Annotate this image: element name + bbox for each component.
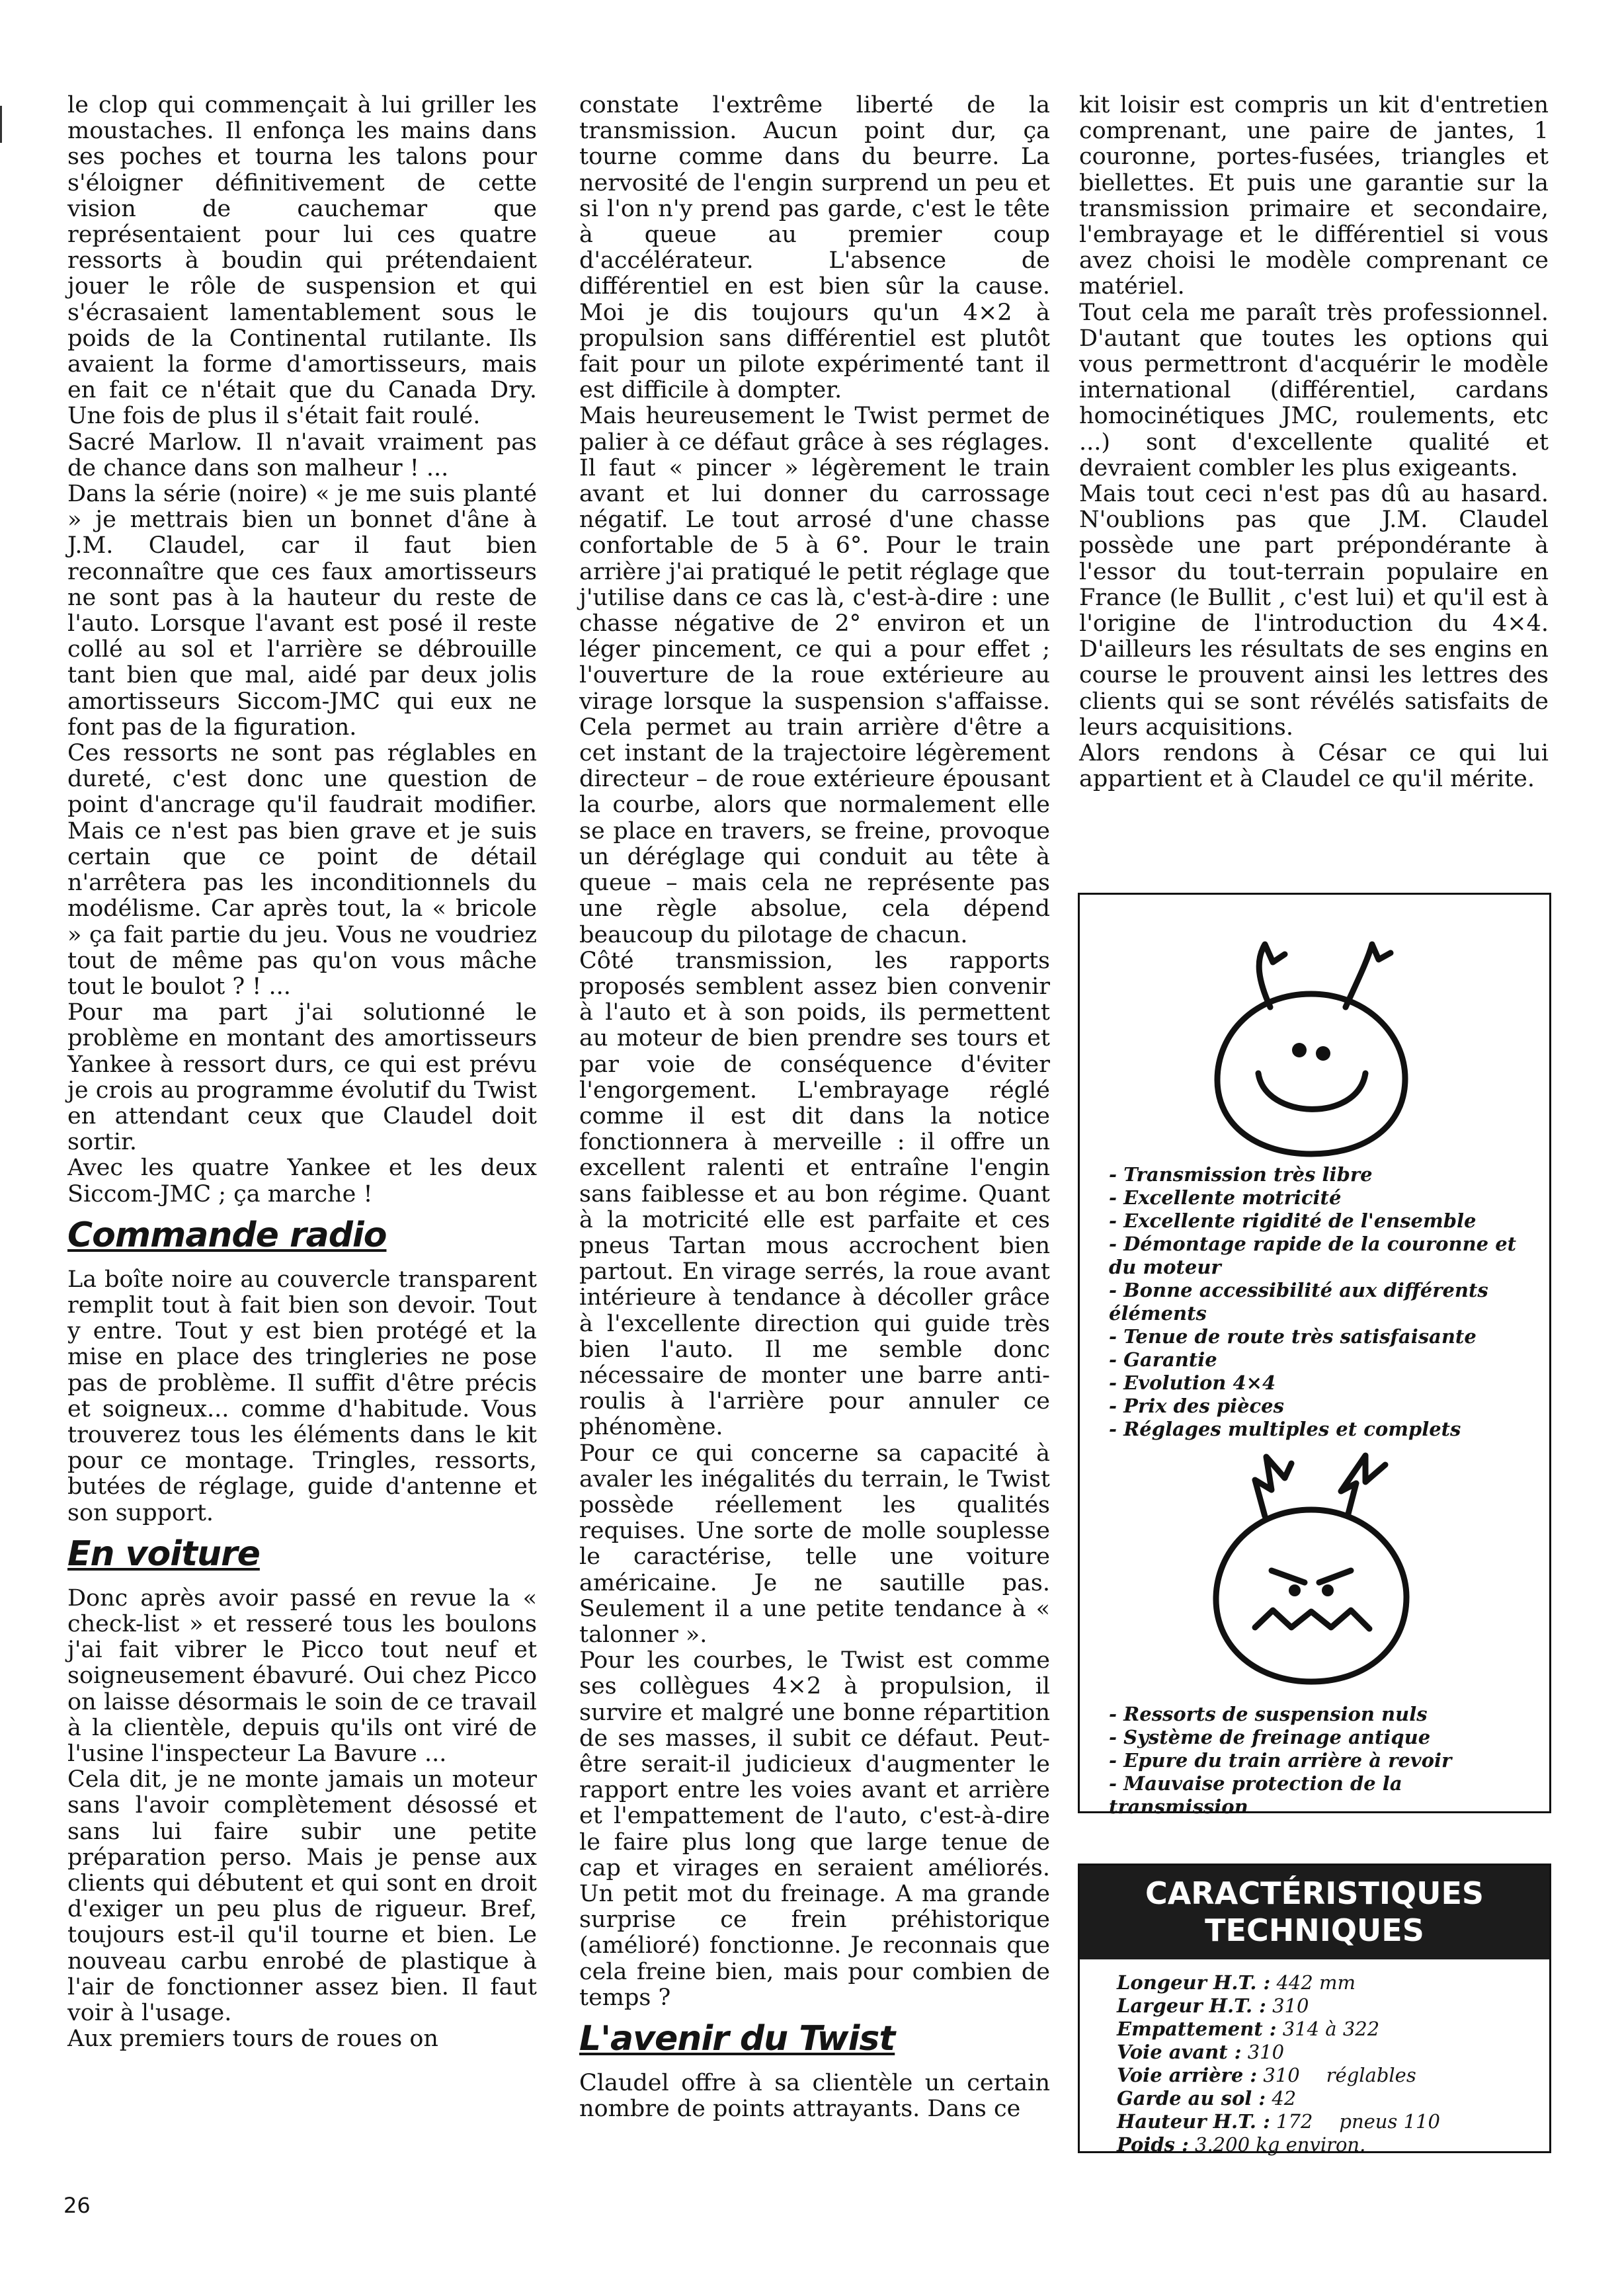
list-item: - Excellente motricité: [1109, 1186, 1540, 1210]
spec-row: [1117, 2064, 1549, 2087]
spec-value: 3.200 kg environ.: [1195, 2133, 1366, 2156]
paragraph: Alors rendons à César ce qui lui appartient et à Claudel ce qu'il mérite.: [1079, 740, 1549, 793]
list-item: - Garantie: [1109, 1348, 1540, 1372]
list-item: - Ressorts de suspension nuls: [1109, 1703, 1540, 1726]
paragraph: Ces ressorts ne sont pas réglables en dureté, c'est donc une question de point d'ancrage qu'il faudrait modifier. Mais ce n'est pas bien grave et je suis certain que ce point de détail n'arrêtera pas les inconditionnels du modélisme. Car après tout, la « bricole » ça fait partie du jeu. Vous ne voudriez tout de même pas qu'on vous mâche tout le boulot ? ! ...: [67, 740, 537, 1000]
paragraph: Dans la série (noire) « je me suis planté » je mettrais bien un bonnet d'âne à J.M. Claudel, car il faut bien reconnaître que ces faux amortisseurs ne sont pas à la hauteur du reste de l'auto. Lorsque l'avant est posé il reste collé au sol et l'arrière se débrouille tant bien que mal, aidé par deux jolis amortisseurs Siccom-JMC qui eux ne font pas de la figuration.: [67, 481, 537, 741]
paragraph: Pour les courbes, le Twist est comme ses collègues 4×2 à propulsion, il survire et malgré une bonne répartition de ses masses, il subit ce défaut. Peut-être serait-il judicieux d'augmenter le rapport entre les voies avant et arrière et l'empattement de l'auto, c'est-à-dire le faire plus long que large tenue de cap et virages en seraient améliorés. Un petit mot du freinage. A ma grande surprise ce frein préhistorique (amélioré) fonctionne. Je reconnais que cela freine bien, mais pour combien de temps ?: [579, 1647, 1050, 2011]
paragraph: kit loisir est compris un kit d'entretien comprenant, une paire de jantes, 1 couronne, portes-fusées, triangles et biellettes. Et puis une garantie sur la transmission primaire et secondaire, l'embrayage et le différentiel si vous avez choisi le modèle comprenant ce matériel.: [1079, 92, 1549, 300]
list-item: - Bonne accessibilité aux différents éléments: [1109, 1279, 1540, 1325]
spec-extra: réglables: [1326, 2064, 1416, 2086]
spec-label: Voie avant :: [1117, 2041, 1242, 2063]
article-column-2: [579, 93, 1050, 2122]
section-heading-en-voiture: En voiture: [67, 1534, 260, 1574]
list-item: - Tenue de route très satisfaisante: [1109, 1325, 1540, 1348]
paragraph: Pour ma part j'ai solutionné le problème en montant des amortisseurs Yankee à ressort durs, ce qui est prévu je crois au programme évolutif du Twist en attendant ceux que Claudel doit sortir.: [67, 999, 537, 1156]
paragraph: Cela dit, je ne monte jamais un moteur sans l'avoir complètement désossé et sans lui faire subir une petite préparation perso. Mais je pense aux clients qui débutent et qui sont en droit d'exiger un peu plus de rigueur. Bref, toujours est-il qu'il tourne et bien. Le nouveau carbu enrobé de plastique à l'air de fonctionner assez bien. Il faut voir à l'usage.: [67, 1766, 537, 2027]
paragraph: le clop qui commençait à lui griller les moustaches. Il enfonça les mains dans ses poches et tourna les talons pour s'éloigner définitivement de cette vision de cauchemar que représentaient pour lui ces quatre ressorts à boudin qui prétendaient jouer le rôle de suspension et qui s'écrasaient lamentablement sous le poids de la Continental rutilante. Ils avaient la forme d'amortisseurs, mais en fait ce n'était que du Canada Dry. Une fois de plus il s'était fait roulé.: [67, 92, 537, 430]
paragraph: La boîte noire au couvercle transparent remplit tout à fait bien son devoir. Tout y entre. Tout y est bien protégé et la mise en place des tringleries ne pose pas de problème. Il suffit d'être précis et soigneux... comme d'habitude. Vous trouverez tous les éléments dans le kit pour ce montage. Tringles, ressorts, butées de réglage, guide d'antenne et son support.: [67, 1266, 537, 1526]
spec-label: Poids :: [1117, 2133, 1189, 2156]
paragraph: Donc après avoir passé en revue la « check-list » et resseré tous les boulons j'ai fait vibrer le Picco tout neuf et soigneusement ébavuré. Oui chez Picco on laisse désormais le soin de ce travail à la clientèle, depuis qu'ils ont viré de l'usine l'inspecteur La Bavure ...: [67, 1584, 537, 1767]
spec-value: 310: [1247, 2041, 1285, 2063]
section-heading-avenir-du-twist: L'avenir du Twist: [579, 2019, 895, 2059]
spec-row: [1117, 1994, 1549, 2018]
list-item: - Mauvaise protection de la transmission: [1109, 1772, 1540, 1819]
paragraph: Sacré Marlow. Il n'avait vraiment pas de chance dans son malheur ! ...: [67, 429, 537, 481]
article-column-1: [67, 93, 537, 2052]
happy-smiley-icon: [1192, 908, 1430, 1159]
spec-row: [1117, 2087, 1549, 2110]
list-item: - Epure du train arrière à revoir: [1109, 1749, 1540, 1772]
spec-value: 42: [1272, 2087, 1297, 2110]
paragraph: Mais heureusement le Twist permet de palier à ce défaut grâce à ses réglages. Il faut « pincer » légèrement le train avant et lui donner du carrossage négatif. Le tout arrosé d'une chasse confortable de 5 à 6°. Pour le train arrière j'ai pratiqué le petit réglage que j'utilise dans ce cas là, c'est-à-dire : une chasse négative de 2° environ et un léger pincement, ce qui a pour effet ; l'ouverture de la roue extérieure au virage lorsque la suspension s'affaisse. Cela permet au train arrière d'être a cet instant de la trajectoire légèrement directeur – de roue extérieure épousant la courbe, alors que normalement elle se place en travers, se freine, provoque un déréglage qui conduit au tête à queue – mais cela ne représente pas une règle absolue, cela dépend beaucoup du pilotage de chacun.: [579, 403, 1050, 948]
paragraph: Aux premiers tours de roues on: [67, 2026, 438, 2053]
list-item: - Excellente rigidité de l'ensemble: [1109, 1210, 1540, 1233]
spec-value: 310: [1263, 2064, 1300, 2086]
spec-value: 310: [1272, 1994, 1309, 2017]
specs-title-line: TECHNIQUES: [1205, 1912, 1424, 1948]
page-edge-mark: [0, 106, 2, 143]
paragraph: Tout cela me paraît très professionnel. D'autant que toutes les options qui vous permettront d'acquérir le modèle international (différentiel, cardans homocinétiques JMC, roulements, etc ...) sont d'excellente qualité et devraient combler les plus exigeants.: [1079, 299, 1549, 481]
page-number: 26: [63, 2193, 91, 2218]
specs-title-line: CARACTÉRISTIQUES: [1145, 1875, 1484, 1911]
specs-box: [1078, 1864, 1551, 2156]
paragraph: constate l'extrême liberté de la transmission. Aucun point dur, ça tourne comme dans du beurre. La nervosité de l'engin surprend un peu et si l'on n'y prend pas garde, c'est le tête à queue au premier coup d'accélérateur. L'absence de différentiel en est bien sûr la cause. Moi je dis toujours qu'un 4×2 à propulsion sans différentiel est plutôt fait pour un pilote expérimenté tant il est difficile à dompter.: [579, 92, 1050, 404]
spec-row: [1117, 2133, 1549, 2156]
spec-row: [1117, 2018, 1549, 2041]
spec-row: [1117, 2110, 1549, 2133]
cons-list: [1080, 1703, 1549, 1819]
spec-extra: pneus 110: [1339, 2110, 1440, 2133]
spec-label: Largeur H.T. :: [1117, 1994, 1266, 2017]
spec-label: Empattement :: [1117, 2018, 1277, 2040]
list-item: - Transmission très libre: [1109, 1163, 1540, 1186]
list-item: - Système de freinage antique: [1109, 1726, 1540, 1749]
spec-row: [1117, 1971, 1549, 1994]
paragraph: Côté transmission, les rapports proposés semblent assez bien convenir à l'auto et à son poids, ils permettent au moteur de bien prendre ses tours et par voie de conséquence d'éviter l'engorgement. L'embrayage réglé comme il est dit dans la notice fonctionnera à merveille : il offre un excellent ralenti et entraîne l'engin sans faiblesse et au bon régime. Quant à la motricité elle est parfaite et ces pneus Tartan mous accrochent bien partout. En virage serrés, la roue avant intérieure à tendance à décoller grâce à l'excellente direction qui guide très bien l'auto. Il me semble donc nécessaire de monter une barre anti-roulis à l'arrière pour annuler ce phénomène.: [579, 947, 1050, 1441]
list-item: - Démontage rapide de la couronne et du moteur: [1109, 1233, 1540, 1279]
paragraph: Avec les quatre Yankee et les deux Siccom-JMC ; ça marche !: [67, 1155, 537, 1208]
list-item: - Réglages multiples et complets: [1109, 1418, 1540, 1441]
paragraph: Mais tout ceci n'est pas dû au hasard. N'oublions pas que J.M. Claudel possède une part prépondérante à l'essor du tout-terrain populaire en France (le Bullit , c'est lui) et qu'il est à l'origine de l'introduction du 4×4. D'ailleurs les résultats de ses engins en course le prouvent ainsi les lettres des clients qui se sont révélés satisfaits de leurs acquisitions.: [1079, 481, 1549, 741]
spec-label: Hauteur H.T. :: [1117, 2110, 1270, 2133]
specs-title: [1080, 1866, 1549, 1959]
spec-label: Garde au sol :: [1117, 2087, 1266, 2110]
section-heading-commande-radio: Commande radio: [67, 1215, 387, 1255]
pros-cons-box: [1078, 893, 1551, 1818]
spec-label: Voie arrière :: [1117, 2064, 1258, 2086]
spec-value: 172: [1276, 2110, 1313, 2133]
list-item: - Prix des pièces: [1109, 1395, 1540, 1418]
paragraph: Claudel offre à sa clientèle un certain nombre de points attrayants. Dans ce: [579, 2070, 1050, 2123]
spec-row: [1117, 2041, 1549, 2064]
specs-list: [1080, 1971, 1549, 2156]
pros-list: [1080, 1163, 1549, 1441]
spec-value: 314 à 322: [1282, 2018, 1380, 2040]
spec-label: Longeur H.T. :: [1117, 1971, 1271, 1994]
article-column-3: [1079, 93, 1549, 792]
spec-value: 442 mm: [1276, 1971, 1356, 1994]
angry-face-icon: [1192, 1417, 1430, 1688]
paragraph: Pour ce qui concerne sa capacité à avaler les inégalités du terrain, le Twist possède réellement les qualités requises. Une sorte de molle souplesse le caractérise, telle une voiture américaine. Je ne sautille pas. Seulement il a une petite tendance à « talonner ».: [579, 1440, 1050, 1648]
list-item: - Evolution 4×4: [1109, 1372, 1540, 1395]
